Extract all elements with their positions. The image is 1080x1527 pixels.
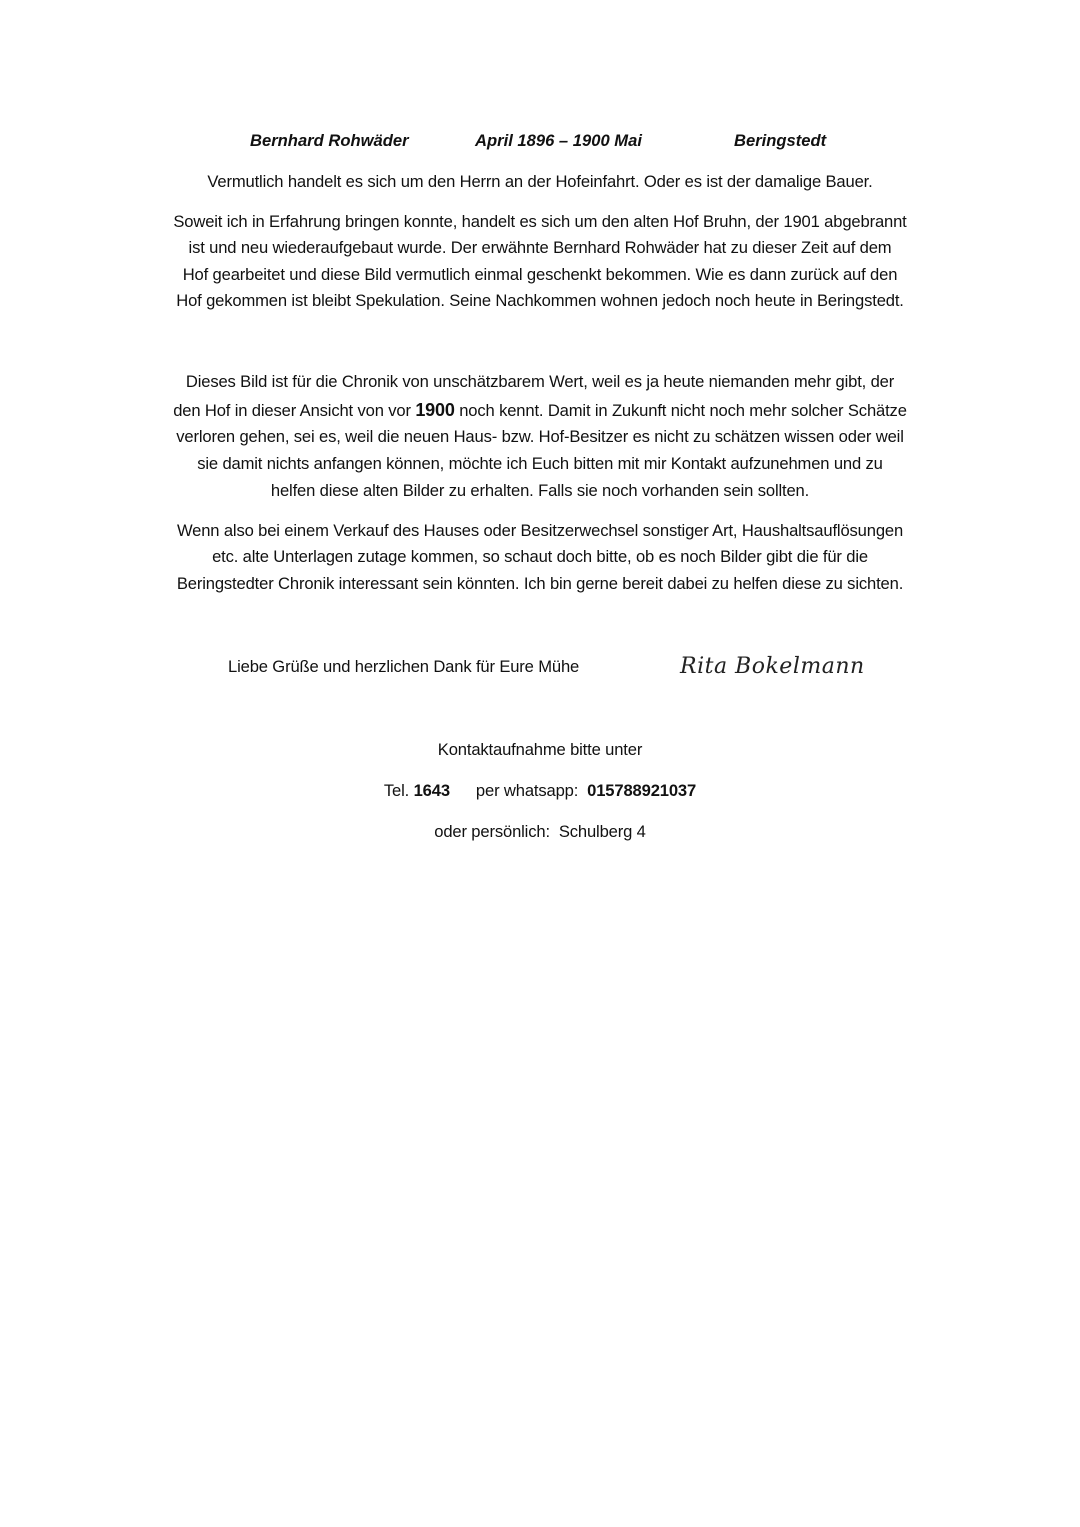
paragraph2-line: helfen diese alten Bilder zu erhalten. Falls sie noch vorhanden sein sollten. bbox=[270, 481, 810, 500]
contact-heading: Kontaktaufnahme bitte unter bbox=[437, 740, 643, 759]
paragraph1-line: ist und neu wiederaufgebaut wurde. Der erwähnte Bernhard Rohwäder hat zu dieser Zeit auf dem bbox=[188, 238, 892, 257]
address-label: oder persönlich: bbox=[434, 822, 559, 841]
paragraph3-line: Beringstedter Chronik interessant sein könnten. Ich bin gerne bereit dabei zu helfen diese zu sichten. bbox=[176, 574, 904, 593]
paragraph2-line bbox=[0, 400, 1080, 421]
paragraph1-line: Soweit ich in Erfahrung bringen konnte, handelt es sich um den alten Hof Bruhn, der 1901 abgebrannt bbox=[173, 212, 907, 231]
tel-label: Tel. bbox=[383, 781, 414, 800]
paragraph2-line: verloren gehen, sei es, weil die neuen Haus- bzw. Hof-Besitzer es nicht zu schätzen wissen oder weil bbox=[176, 427, 904, 446]
closing-greeting: Liebe Grüße und herzlichen Dank für Eure Mühe bbox=[228, 657, 580, 676]
paragraph2-line: sie damit nichts anfangen können, möchte ich Euch bitten mit mir Kontakt aufzunehmen und zu bbox=[197, 454, 883, 473]
text: noch kennt. Damit in Zukunft nicht noch mehr solcher Schätze bbox=[454, 401, 907, 420]
contact-address-line bbox=[0, 822, 1080, 842]
header-name: Bernhard Rohwäder bbox=[250, 131, 409, 150]
header-place: Beringstedt bbox=[734, 131, 827, 150]
contact-phone-line bbox=[0, 781, 1080, 801]
year-bold: 1900 bbox=[415, 400, 455, 420]
text: den Hof in dieser Ansicht von vor bbox=[173, 401, 416, 420]
signature: Rita Bokelmann bbox=[680, 654, 865, 679]
tel-number: 1643 bbox=[413, 781, 450, 800]
paragraph1-line: Hof gekommen ist bleibt Spekulation. Seine Nachkommen wohnen jedoch noch heute in Beringstedt. bbox=[176, 291, 904, 310]
whatsapp-label: per whatsapp: bbox=[475, 781, 588, 800]
paragraph1-line: Hof gearbeitet und diese Bild vermutlich einmal geschenkt bekommen. Wie es dann zurück auf den bbox=[182, 265, 898, 284]
address: Schulberg 4 bbox=[558, 822, 646, 841]
whatsapp-number: 015788921037 bbox=[587, 781, 697, 800]
paragraph3-line: Wenn also bei einem Verkauf des Hauses oder Besitzerwechsel sonstiger Art, Haushaltsauflösungen bbox=[176, 521, 904, 540]
paragraph2-line: Dieses Bild ist für die Chronik von unschätzbarem Wert, weil es ja heute niemanden mehr gibt, der bbox=[185, 372, 895, 391]
intro-text: Vermutlich handelt es sich um den Herrn an der Hofeinfahrt. Oder es ist der damalige Bauer. bbox=[207, 172, 873, 191]
header-dates: April 1896 – 1900 Mai bbox=[475, 131, 642, 150]
paragraph3-line: etc. alte Unterlagen zutage kommen, so schaut doch bitte, ob es noch Bilder gibt die für die bbox=[212, 547, 868, 566]
